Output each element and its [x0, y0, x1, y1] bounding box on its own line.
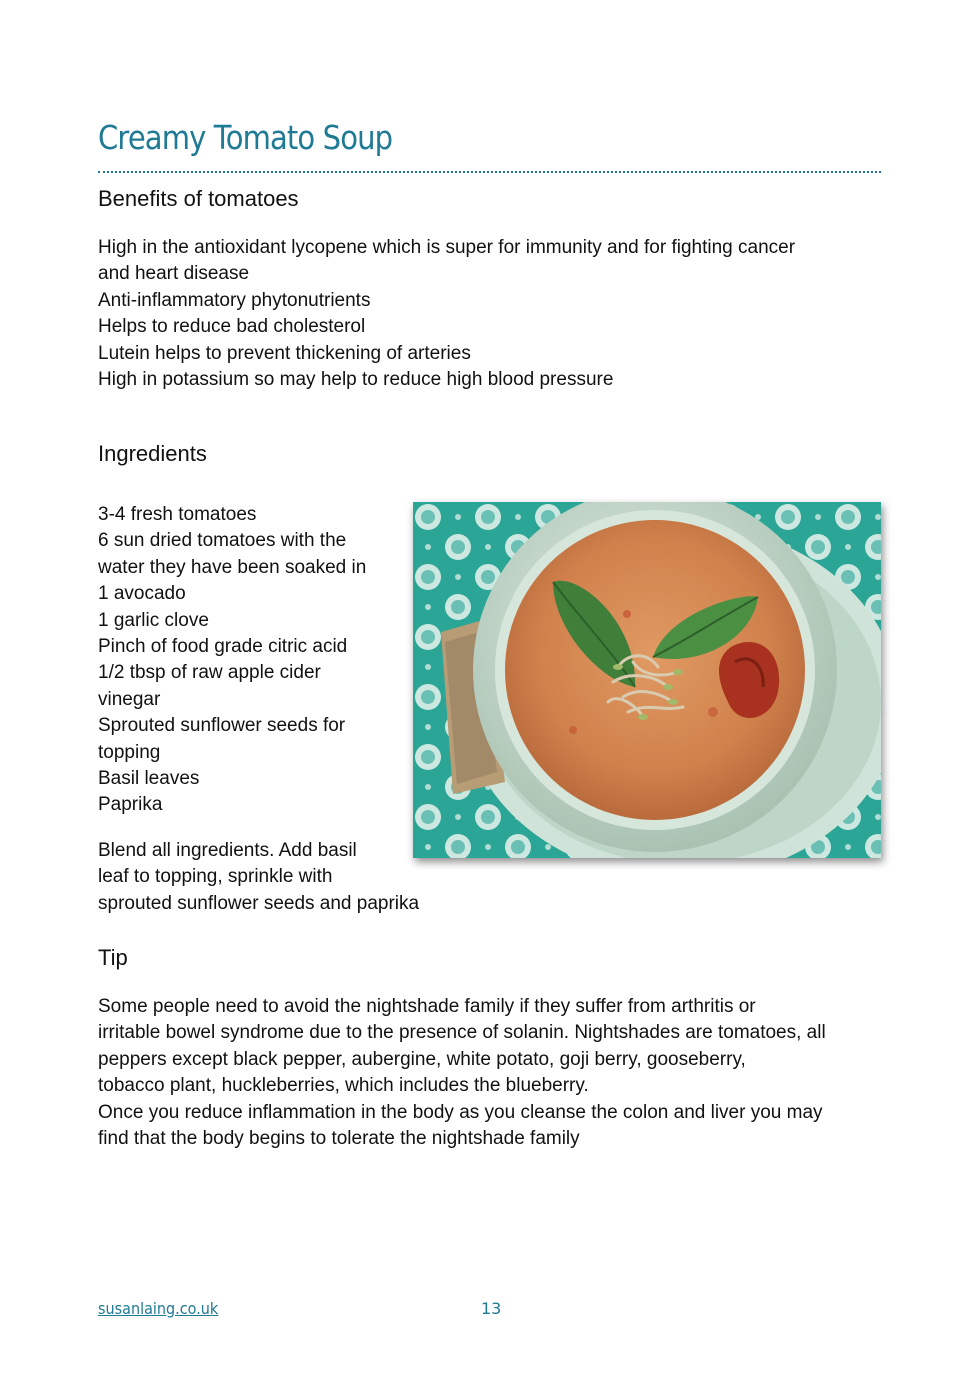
tip-line: irritable bowel syndrome due to the presence of solanin. Nightshades are tomatoes, all [98, 1022, 826, 1044]
ingredient-line: 1/2 tbsp of raw apple cider [98, 662, 321, 684]
method-text [98, 838, 458, 917]
ingredient-line: Basil leaves [98, 768, 200, 790]
benefit-line: High in potassium so may help to reduce high blood pressure [98, 369, 614, 391]
website-link[interactable]: susanlaing.co.uk [98, 1299, 219, 1318]
ingredients-list [98, 502, 403, 819]
soup-bowl-illustration [413, 502, 881, 858]
method-line: sprouted sunflower seeds and paprika [98, 892, 420, 914]
ingredient-line: water they have been soaked in [98, 556, 367, 578]
tip-line: Once you reduce inflammation in the body as you cleanse the colon and liver you may [98, 1101, 823, 1123]
ingredient-line: 3-4 fresh tomatoes [98, 504, 257, 525]
method-line: Blend all ingredients. Add basil [98, 840, 357, 861]
ingredients-heading: Ingredients [98, 441, 207, 466]
ingredient-line: 6 sun dried tomatoes with the [98, 530, 347, 552]
benefit-line: High in the antioxidant lycopene which is super for immunity and for fighting cancer [98, 237, 796, 258]
ingredient-line: Sprouted sunflower seeds for [98, 715, 346, 737]
tip-line: Some people need to avoid the nightshade family if they suffer from arthritis or [98, 996, 756, 1017]
benefit-line: Lutein helps to prevent thickening of arteries [98, 342, 471, 364]
ingredient-line: vinegar [98, 688, 161, 710]
method-line: leaf to topping, sprinkle with [98, 866, 333, 888]
page-title: Creamy Tomato Soup [98, 118, 393, 157]
benefits-list [98, 235, 888, 393]
tip-heading: Tip [98, 945, 128, 970]
tip-line: tobacco plant, huckleberries, which includes the blueberry. [98, 1075, 589, 1097]
benefit-line: Anti-inflammatory phytonutrients [98, 289, 371, 311]
ingredient-line: 1 garlic clove [98, 609, 209, 631]
ingredient-line: 1 avocado [98, 583, 186, 605]
title-divider [98, 171, 881, 173]
ingredient-line: Paprika [98, 794, 163, 816]
tip-line: peppers except black pepper, aubergine, white potato, goji berry, gooseberry, [98, 1048, 746, 1070]
page-number: 13 [481, 1299, 502, 1318]
ingredient-line: Pinch of food grade citric acid [98, 636, 348, 658]
benefit-line: Helps to reduce bad cholesterol [98, 316, 366, 338]
ingredient-line: topping [98, 741, 161, 763]
tip-line: find that the body begins to tolerate the nightshade family [98, 1128, 580, 1150]
benefits-heading: Benefits of tomatoes [98, 186, 299, 211]
soup-photo [413, 502, 881, 858]
benefit-line: and heart disease [98, 263, 250, 285]
tip-text [98, 994, 888, 1152]
